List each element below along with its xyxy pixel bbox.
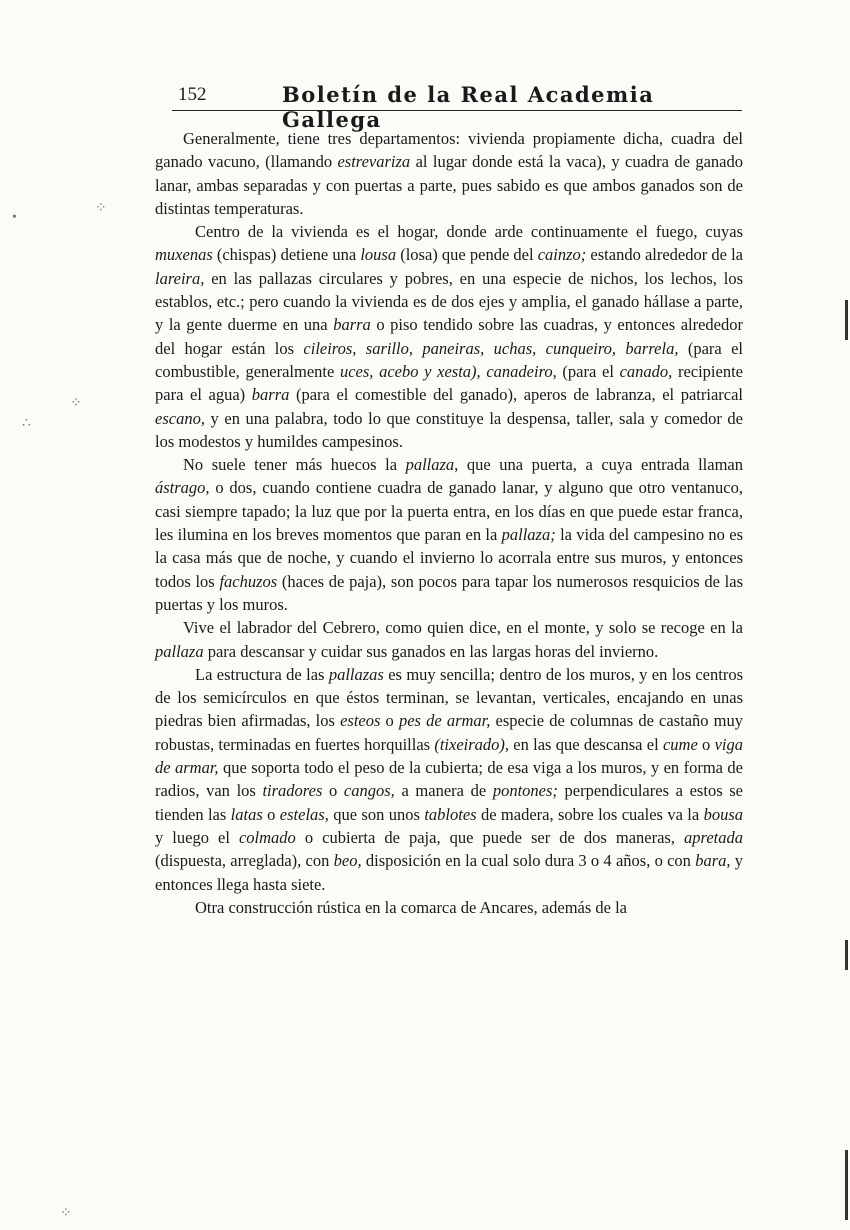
paragraph: [155, 616, 743, 663]
italic-term: cangos,: [343, 781, 395, 801]
text-run: Vive el labrador del Cebrero, como quien dice, en el monte, y solo se recoge en la: [183, 618, 743, 638]
italic-term: beo,: [333, 851, 362, 871]
text-run: o dos, cuando contiene cuadra de ganado lanar, y alguno que otro ventanuco, casi siempre tapado; la luz que por la puerta entra, en los días en que puede estar franca, les ilumina en los breves momentos que paran en la: [155, 478, 743, 545]
italic-term: cainzo;: [537, 245, 587, 265]
scan-speck: ∴: [22, 416, 31, 431]
running-header: [172, 80, 742, 132]
text-run: (para el: [556, 361, 620, 381]
text-run: para descansar y cuidar sus ganados en las largas horas del invierno.: [203, 641, 659, 661]
scan-speck: ⁘: [95, 201, 107, 216]
italic-term: cileiros, sarillo, paneiras, uchas, cunqueiro, barrela,: [303, 338, 679, 358]
italic-term: bousa: [703, 804, 744, 824]
italic-term: viga de armar,: [155, 734, 744, 778]
text-run: (para el comestible del ganado), aperos de labranza, el patriarcal: [289, 385, 743, 405]
italic-term: barra: [333, 315, 371, 335]
italic-term: pontones;: [492, 781, 558, 801]
scan-speck: ⁘: [70, 396, 82, 411]
italic-term: uces, acebo y xesta), canadeiro,: [339, 361, 557, 381]
paragraph: [155, 220, 743, 453]
italic-term: ástrago,: [155, 478, 210, 498]
text-run: perpendiculares a estos se tienden las: [155, 781, 744, 824]
paragraph: [155, 453, 743, 616]
text-run: o: [380, 711, 399, 731]
italic-term: muxenas: [155, 245, 213, 265]
page-number: 152: [178, 84, 207, 105]
italic-term: lousa: [360, 245, 397, 265]
italic-term: (tixeirado),: [434, 734, 510, 754]
italic-term: tiradores: [262, 781, 323, 801]
italic-term: latas: [230, 804, 263, 824]
scan-speck: •: [12, 210, 17, 225]
text-run: La estructura de las: [195, 664, 329, 684]
italic-term: pallazas: [328, 664, 384, 684]
text-run: es muy sencilla; dentro de los muros, y en los centros de los semicírculos en que éstos terminan, se levantan, verticales, encajando en unas piedras bien afirmadas, los: [155, 664, 744, 731]
text-run: recipiente para el agua): [155, 361, 743, 405]
italic-term: cume: [662, 734, 698, 754]
text-run: Otra construcción rústica en la comarca de Ancares, además de la: [195, 897, 628, 917]
paragraph: [155, 127, 743, 220]
text-run: y luego el: [155, 827, 239, 847]
text-run: Generalmente, tiene tres departamentos: vivienda propiamente dicha, cuadra del ganado vacuno, (llamando: [155, 129, 743, 172]
italic-term: lareira,: [155, 268, 205, 288]
text-run: No suele tener más huecos la: [183, 455, 406, 475]
italic-term: bara,: [695, 851, 731, 871]
text-run: (losa) que pende del: [396, 245, 538, 265]
body-text: [155, 127, 743, 919]
italic-term: pes de armar,: [398, 711, 491, 731]
italic-term: estrevariza: [337, 152, 411, 172]
running-title: Boletín de la Real Academia Gallega: [282, 82, 655, 132]
text-run: (chispas) detiene una: [212, 245, 361, 265]
italic-term: esteos: [340, 711, 381, 731]
text-run: que soporta todo el peso de la cubierta; de esa viga a los muros, y en forma de radios, van los: [155, 758, 743, 801]
italic-term: apretada: [684, 827, 743, 847]
italic-term: pallaza: [155, 641, 204, 661]
text-run: de madera, sobre los cuales va la: [476, 804, 704, 824]
text-run: (dispuesta, arreglada), con: [155, 851, 334, 871]
text-run: en las pallazas circulares y pobres, en una especie de nichos, los lechos, los establos, etc.; pero cuando la vivienda es de dos ejes y amplia, el ganado hállase a parte, y la gente duerme en una: [155, 268, 743, 335]
text-run: o cubierta de paja, que puede ser de dos maneras,: [295, 827, 685, 847]
scan-speck: ⁘: [60, 1206, 72, 1221]
text-run: estando alrededor de la: [586, 245, 743, 265]
italic-term: pallaza,: [405, 455, 459, 475]
text-run: o: [262, 804, 280, 824]
text-run: a manera de: [394, 781, 493, 801]
italic-term: barra: [251, 385, 290, 405]
text-run: o piso tendido sobre las cuadras, y entonces alrededor del hogar están los: [155, 315, 743, 358]
italic-term: estelas,: [279, 804, 329, 824]
text-run: que son unos: [328, 804, 425, 824]
text-run: en las que descansa el: [509, 734, 663, 754]
text-run: especie de columnas de castaño muy robustas, terminadas en fuertes horquillas: [155, 711, 744, 754]
italic-term: tablotes: [424, 804, 477, 824]
italic-term: colmado: [238, 827, 296, 847]
text-run: Centro de la vivienda es el hogar, donde arde continuamente el fuego, cuyas: [195, 222, 743, 242]
italic-term: escano,: [155, 408, 205, 428]
italic-term: pallaza;: [501, 525, 556, 545]
text-run: al lugar donde está la vaca), y cuadra de ganado lanar, ambas separadas y con puertas a parte, pues sabido es que ambos ganados son de distintas temperaturas.: [155, 152, 743, 218]
text-run: que una puerta, a cuya entrada llaman: [458, 455, 743, 475]
text-run: y en una palabra, todo lo que constituye la despensa, taller, sala y comedor de los modestos y humildes campesinos.: [155, 408, 743, 451]
italic-term: canado,: [619, 361, 673, 381]
text-run: (para el combustible, generalmente: [155, 338, 744, 381]
text-run: o: [322, 781, 344, 801]
paragraph: [155, 896, 743, 919]
text-run: la vida del campesino no es la casa más que de noche, y cuando el invierno lo acorrala entre sus muros, y entonces todos los: [155, 525, 743, 591]
page-edge-mark: [845, 300, 848, 340]
text-run: (haces de paja), son pocos para tapar los numerosos resquicios de las puertas y los muros.: [155, 571, 743, 614]
text-run: disposición en la cual solo dura 3 o 4 años, o con: [361, 851, 696, 871]
italic-term: fachuzos: [219, 571, 278, 591]
paragraph: [155, 663, 743, 896]
text-run: o: [697, 734, 715, 754]
text-run: y entonces llega hasta siete.: [155, 851, 743, 894]
page-edge-mark: [845, 940, 848, 970]
page-edge-mark: [845, 1150, 848, 1220]
